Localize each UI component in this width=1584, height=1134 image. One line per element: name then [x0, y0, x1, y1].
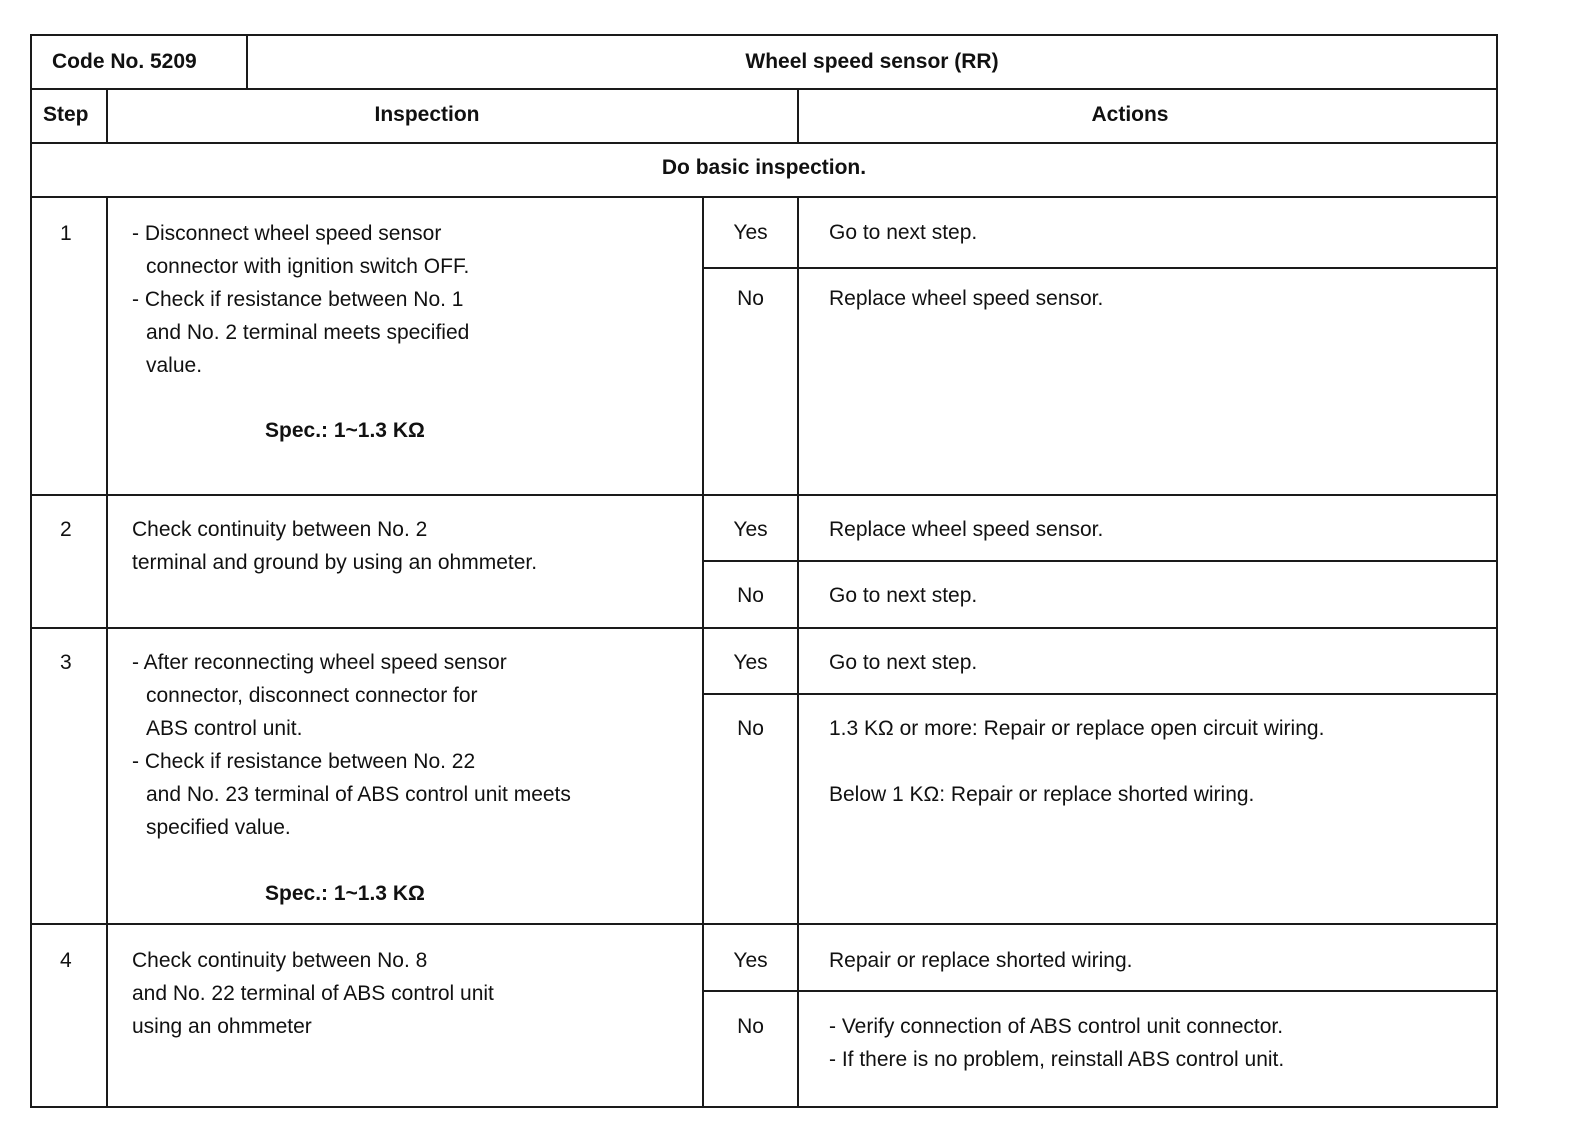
inspection-line: connector with ignition switch OFF.	[146, 255, 470, 278]
yes-label: Yes	[733, 221, 768, 244]
inspection-line: and No. 23 terminal of ABS control unit meets	[146, 783, 571, 806]
yes-label: Yes	[733, 518, 768, 541]
rule-step-col-body	[106, 197, 108, 1108]
spec-value: Spec.: 1~1.3 KΩ	[265, 882, 425, 905]
column-step: Step	[43, 103, 89, 126]
yes-action: Go to next step.	[829, 651, 978, 674]
inspection-line: - Disconnect wheel speed sensor	[132, 222, 442, 245]
step-inspection-text	[132, 217, 692, 382]
no-label: No	[737, 1015, 764, 1038]
no-action: Replace wheel speed sensor.	[829, 287, 1104, 310]
rule-step2-end	[32, 627, 1496, 629]
yes-label: Yes	[733, 949, 768, 972]
step-inspection-text	[132, 646, 697, 844]
inspection-line: ABS control unit.	[146, 717, 303, 740]
rule-step1-end	[32, 494, 1496, 496]
no-label: No	[737, 287, 764, 310]
rule-basic	[32, 196, 1496, 198]
spec-value: Spec.: 1~1.3 KΩ	[265, 419, 425, 442]
step-number: 1	[60, 222, 72, 245]
no-action-open: 1.3 KΩ or more: Repair or replace open circuit wiring.	[829, 717, 1325, 740]
inspection-line: value.	[146, 354, 203, 377]
yes-action: Go to next step.	[829, 221, 978, 244]
step-number: 4	[60, 949, 72, 972]
column-actions: Actions	[1091, 103, 1169, 126]
yes-action: Replace wheel speed sensor.	[829, 518, 1104, 541]
no-action-line: - If there is no problem, reinstall ABS control unit.	[829, 1048, 1285, 1071]
rule-header	[32, 88, 1496, 90]
rule-step2-mid	[702, 560, 1496, 562]
no-action-short: Below 1 KΩ: Repair or replace shorted wiring.	[829, 783, 1255, 806]
inspection-line: - After reconnecting wheel speed sensor	[132, 651, 507, 674]
column-inspection: Inspection	[374, 103, 480, 126]
no-action: Go to next step.	[829, 584, 978, 607]
rule-columns	[32, 142, 1496, 144]
rule-step1-mid	[702, 267, 1496, 269]
inspection-line: specified value.	[146, 816, 291, 839]
rule-step4-mid	[702, 990, 1496, 992]
no-action	[829, 1010, 1284, 1076]
basic-inspection-note: Do basic inspection.	[661, 156, 867, 179]
no-label: No	[737, 717, 764, 740]
inspection-line: Check continuity between No. 8	[132, 949, 428, 972]
table-title: Wheel speed sensor (RR)	[745, 50, 999, 73]
inspection-line: using an ohmmeter	[132, 1015, 312, 1038]
step-number: 3	[60, 651, 72, 674]
inspection-line: - Check if resistance between No. 1	[132, 288, 464, 311]
no-action-line: - Verify connection of ABS control unit connector.	[829, 1015, 1284, 1038]
inspection-line: and No. 22 terminal of ABS control unit	[132, 982, 494, 1005]
rule-step3-end	[32, 923, 1496, 925]
inspection-line: and No. 2 terminal meets specified	[146, 321, 470, 344]
rule-step3-mid	[702, 693, 1496, 695]
inspection-line: Check continuity between No. 2	[132, 518, 428, 541]
inspection-line: connector, disconnect connector for	[146, 684, 478, 707]
step-inspection-text	[132, 944, 692, 1043]
yes-action: Repair or replace shorted wiring.	[829, 949, 1133, 972]
rule-actions-col-body	[797, 197, 799, 1108]
no-label: No	[737, 584, 764, 607]
inspection-line: - Check if resistance between No. 22	[132, 750, 476, 773]
inspection-line: terminal and ground by using an ohmmeter.	[132, 551, 538, 574]
yes-label: Yes	[733, 651, 768, 674]
diagnostic-table	[30, 34, 1498, 1108]
step-number: 2	[60, 518, 72, 541]
step-inspection-text	[132, 513, 692, 579]
code-number: Code No. 5209	[52, 50, 197, 73]
